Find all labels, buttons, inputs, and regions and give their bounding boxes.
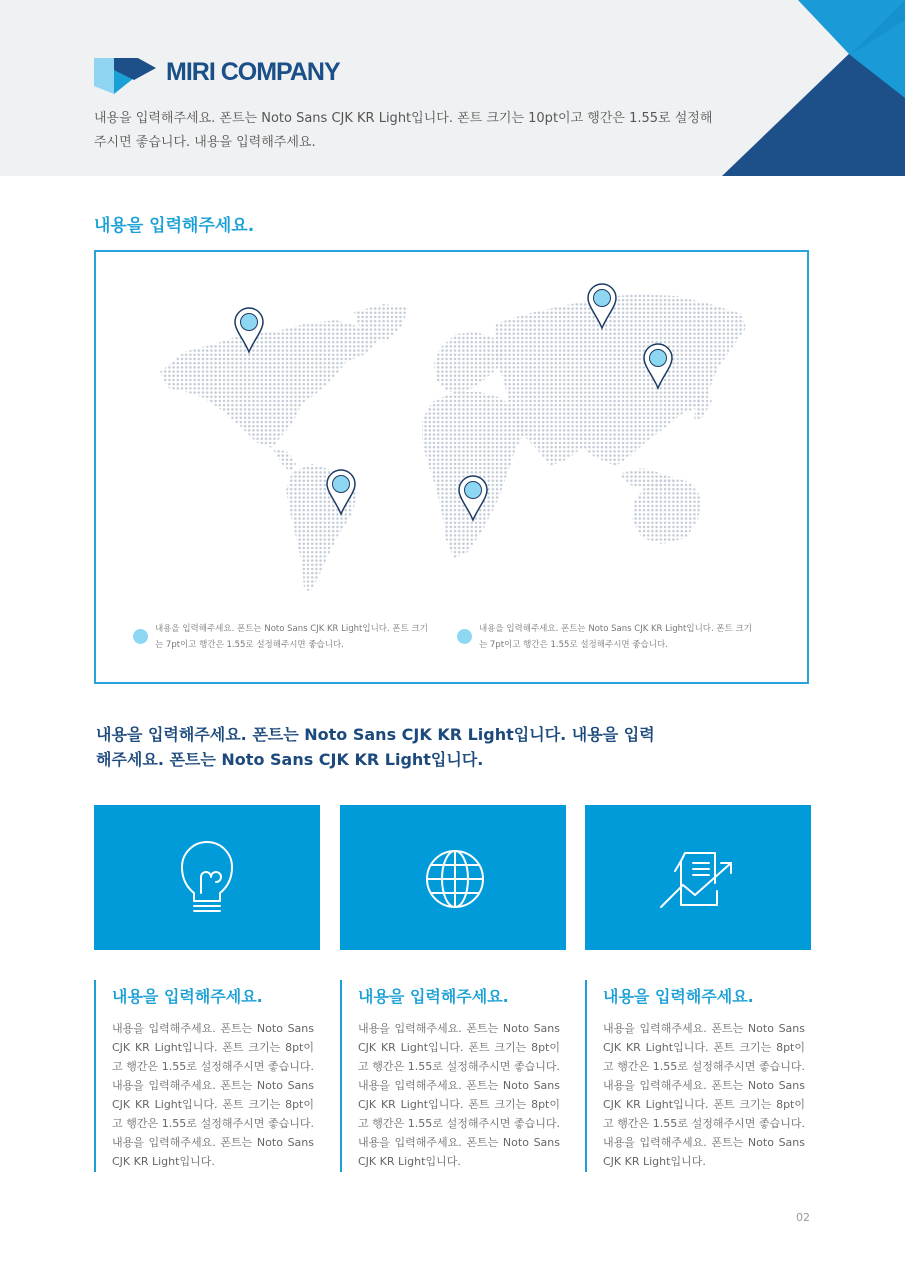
world-map: [96, 252, 807, 682]
map-legend-item: [155, 621, 435, 653]
company-name: MIRI COMPANY: [166, 58, 340, 86]
page-header: [0, 0, 905, 176]
feature-text: 내용을 입력해주세요. 폰트는 Noto Sans CJK KR Light입니다. 폰트 크기는 8pt이고 행간은 1.55로 설정해주시면 좋습니다. 내용을 입력해주세요. 폰트는 Noto Sans CJK KR Light입니다. 폰트 크기는 8pt이고 행간은 1.55로 설정해주시면 좋습니다. 내용을 입력해주세요. 폰트는 Noto Sans CJK KR Light입니다.: [358, 1022, 560, 1168]
lightbulb-icon: [94, 805, 320, 950]
globe-icon: [340, 805, 566, 950]
feature-column-2: [340, 980, 560, 1172]
page-number: 02: [796, 1211, 810, 1224]
feature-tile-3: [585, 805, 811, 950]
company-logo-icon: [94, 56, 158, 94]
headline-text: 내용을 입력해주세요. 폰트는 Noto Sans CJK KR Light입니다. 내용을 입력해주세요. 폰트는 Noto Sans CJK KR Light입니다.: [96, 725, 655, 769]
feature-title: 내용을 입력해주세요.: [603, 987, 754, 1006]
feature-tile-1: [94, 805, 320, 950]
feature-column-1: [94, 980, 314, 1172]
feature-text: 내용을 입력해주세요. 폰트는 Noto Sans CJK KR Light입니다. 폰트 크기는 8pt이고 행간은 1.55로 설정해주시면 좋습니다. 내용을 입력해주세요. 폰트는 Noto Sans CJK KR Light입니다. 폰트 크기는 8pt이고 행간은 1.55로 설정해주시면 좋습니다. 내용을 입력해주세요. 폰트는 Noto Sans CJK KR Light입니다.: [112, 1022, 314, 1168]
world-map-panel: [94, 250, 809, 684]
feature-tile-2: [340, 805, 566, 950]
report-growth-icon: [585, 805, 811, 950]
feature-column-3: [585, 980, 805, 1172]
map-legend-item: [479, 621, 759, 653]
legend-dot-icon: [457, 629, 472, 644]
feature-text: 내용을 입력해주세요. 폰트는 Noto Sans CJK KR Light입니다. 폰트 크기는 8pt이고 행간은 1.55로 설정해주시면 좋습니다. 내용을 입력해주세요. 폰트는 Noto Sans CJK KR Light입니다. 폰트 크기는 8pt이고 행간은 1.55로 설정해주시면 좋습니다. 내용을 입력해주세요. 폰트는 Noto Sans CJK KR Light입니다.: [603, 1022, 805, 1168]
legend-dot-icon: [133, 629, 148, 644]
feature-title: 내용을 입력해주세요.: [358, 987, 509, 1006]
legend-text: 내용을 입력해주세요. 폰트는 Noto Sans CJK KR Light입니다. 폰트 크기는 7pt이고 행간은 1.55로 설정해주시면 좋습니다.: [479, 624, 752, 650]
section-title: 내용을 입력해주세요.: [94, 216, 255, 236]
legend-text: 내용을 입력해주세요. 폰트는 Noto Sans CJK KR Light입니다. 폰트 크기는 7pt이고 행간은 1.55로 설정해주시면 좋습니다.: [155, 624, 428, 650]
feature-title: 내용을 입력해주세요.: [112, 987, 263, 1006]
intro-text: 내용을 입력해주세요. 폰트는 Noto Sans CJK KR Light입니다. 폰트 크기는 10pt이고 행간은 1.55로 설정해주시면 좋습니다. 내용을 입력해주세요.: [94, 111, 713, 150]
